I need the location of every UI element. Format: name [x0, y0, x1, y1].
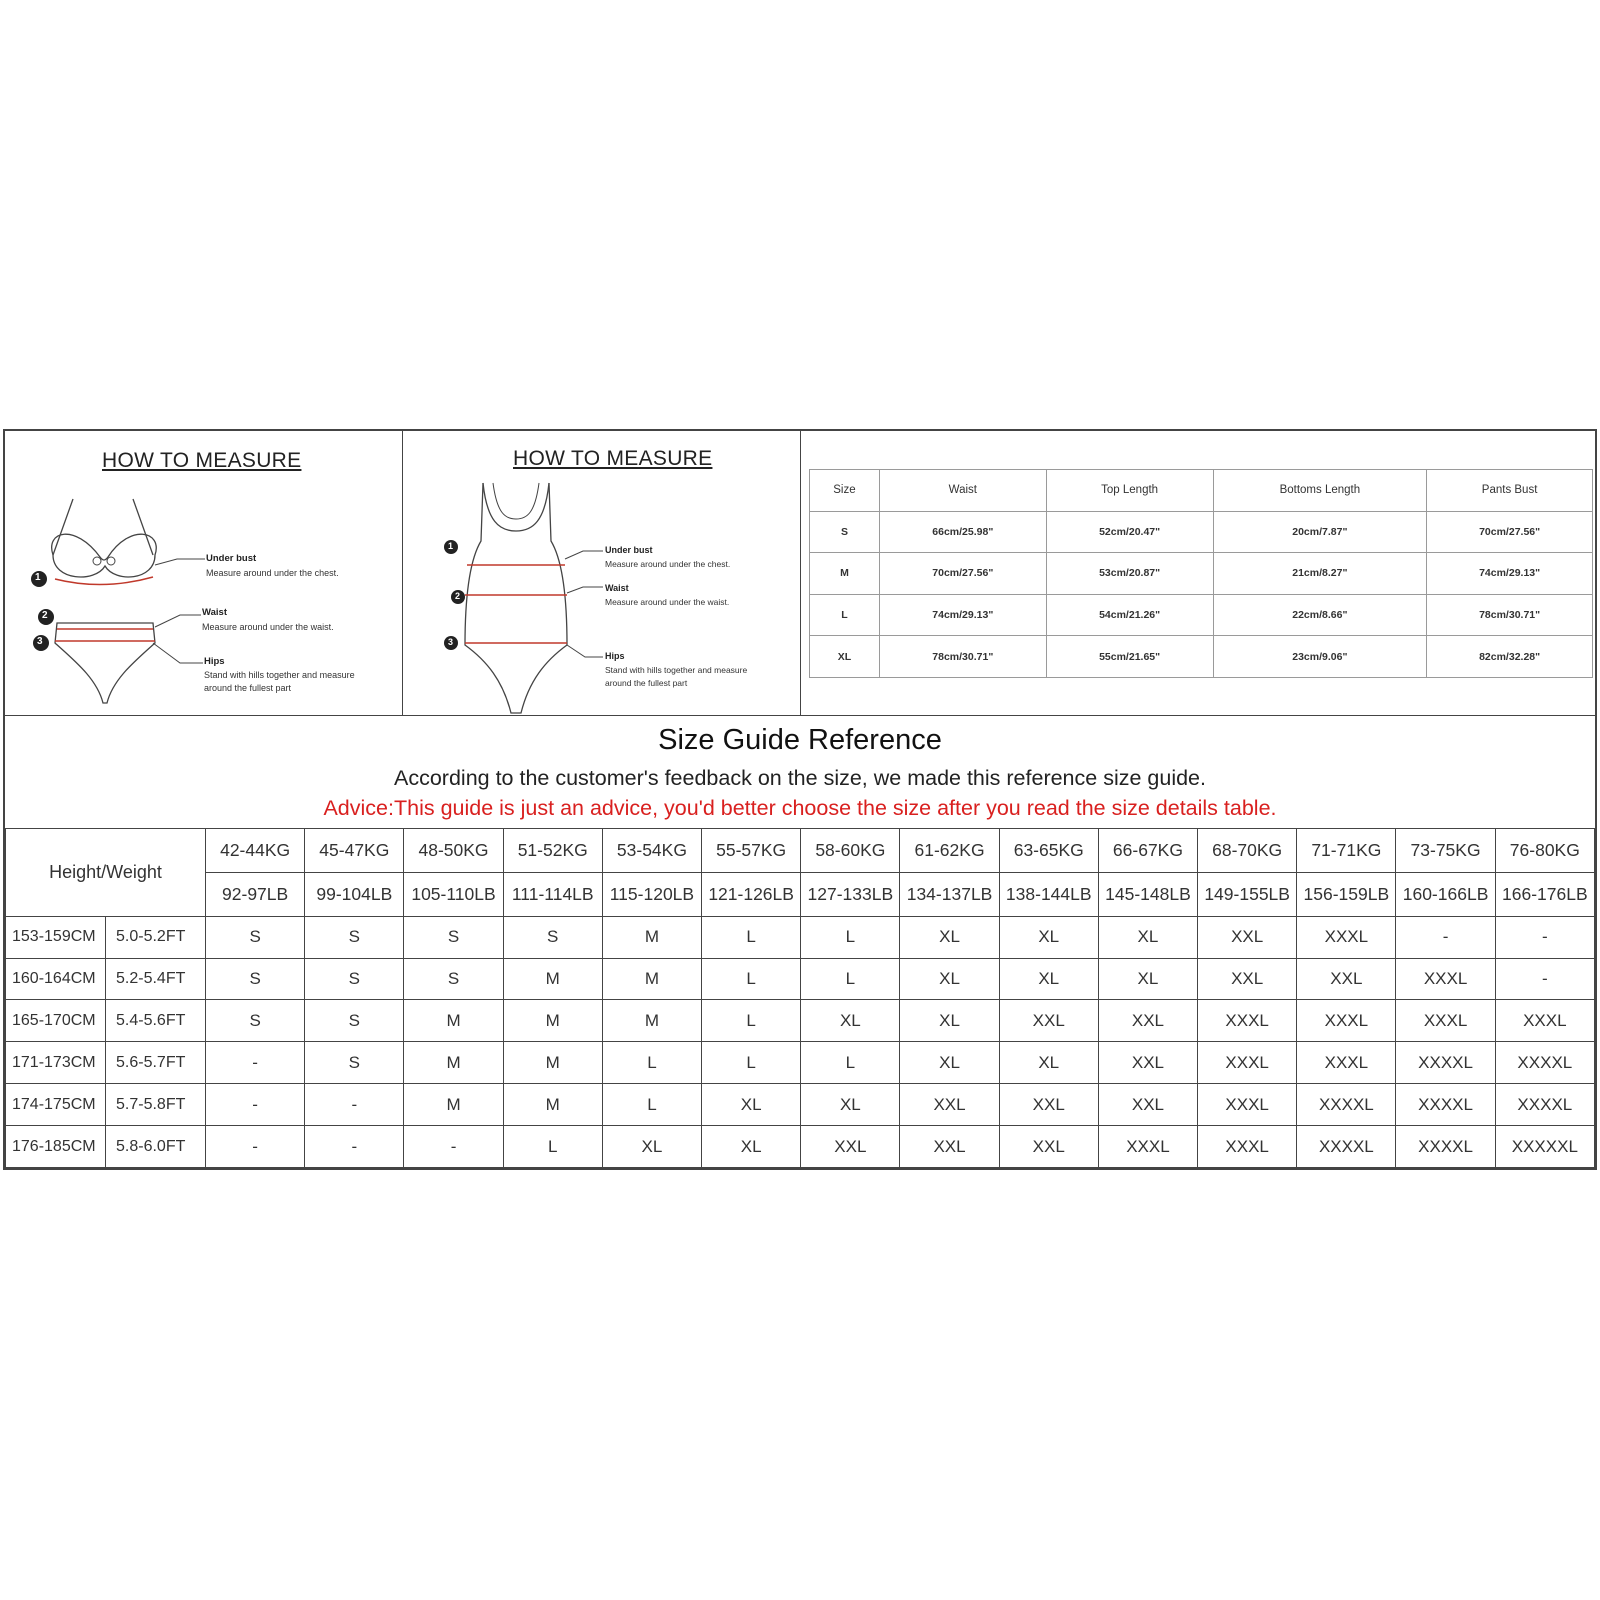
weight-kg-cell: 58-60KG: [801, 829, 900, 873]
height-cm-cell: 160-164CM: [6, 958, 106, 1000]
header-top-length: Top Length: [1046, 470, 1213, 512]
size-cell: XXXXL: [1396, 1084, 1495, 1126]
size-cell: L: [503, 1126, 602, 1168]
size-cell: XXXL: [1098, 1126, 1197, 1168]
weight-kg-cell: 42-44KG: [206, 829, 305, 873]
table-cell: 22cm/8.66": [1213, 594, 1427, 636]
size-cell: XXL: [1297, 958, 1396, 1000]
height-ft-cell: 5.7-5.8FT: [106, 1084, 206, 1126]
size-guide-reference-header: [5, 715, 1595, 828]
size-cell: M: [503, 1042, 602, 1084]
size-cell: XXL: [900, 1084, 999, 1126]
weight-lb-cell: 149-155LB: [1198, 872, 1297, 916]
table-cell: 55cm/21.65": [1046, 636, 1213, 678]
height-ft-cell: 5.4-5.6FT: [106, 1000, 206, 1042]
size-guide-table: [5, 828, 1595, 1168]
size-cell: L: [801, 916, 900, 958]
height-ft-cell: 5.2-5.4FT: [106, 958, 206, 1000]
height-cm-cell: 153-159CM: [6, 916, 106, 958]
size-cell: -: [206, 1126, 305, 1168]
size-cell: S: [305, 1000, 404, 1042]
size-cell: M: [602, 1000, 701, 1042]
size-cell: XXL: [999, 1084, 1098, 1126]
size-cell: XXXXL: [1396, 1042, 1495, 1084]
size-cell: XL: [900, 958, 999, 1000]
size-cell: XXXXL: [1495, 1084, 1594, 1126]
weight-kg-cell: 73-75KG: [1396, 829, 1495, 873]
size-cell: XXXL: [1198, 1042, 1297, 1084]
size-cell: XXXL: [1297, 1042, 1396, 1084]
size-cell: L: [602, 1084, 701, 1126]
marker-3-label: 3: [448, 637, 454, 647]
table-row: [810, 553, 1593, 595]
weight-lb-cell: 145-148LB: [1098, 872, 1197, 916]
weight-kg-cell: 66-67KG: [1098, 829, 1197, 873]
table-cell: 74cm/29.13": [879, 594, 1046, 636]
size-cell: M: [503, 1000, 602, 1042]
size-cell: XL: [602, 1126, 701, 1168]
weight-lb-cell: 115-120LB: [602, 872, 701, 916]
size-cell: XXXL: [1297, 1000, 1396, 1042]
size-guide-body: [6, 916, 1595, 1167]
under-bust-heading: Under bust: [605, 545, 653, 555]
size-cell: L: [801, 958, 900, 1000]
table-row: [6, 916, 1595, 958]
under-bust-desc: Measure around under the chest.: [206, 568, 339, 578]
size-cell: XXXL: [1396, 958, 1495, 1000]
how-to-measure-bikini-panel: [5, 431, 403, 715]
size-cell: XXL: [999, 1126, 1098, 1168]
reference-advice: Advice:This guide is just an advice, you'd better choose the size after you read the size details table.: [323, 796, 1277, 820]
waist-heading: Waist: [202, 607, 227, 618]
size-cell: L: [602, 1042, 701, 1084]
size-cell: M: [602, 958, 701, 1000]
table-cell: 78cm/30.71": [1427, 594, 1593, 636]
size-cell: XXXL: [1495, 1000, 1594, 1042]
size-cell: S: [503, 916, 602, 958]
size-cell: XXL: [1098, 1084, 1197, 1126]
size-cell: -: [1396, 916, 1495, 958]
size-cell: M: [503, 958, 602, 1000]
size-cell: XXXXXL: [1495, 1126, 1594, 1168]
reference-subtitle: According to the customer's feedback on the size, we made this reference size guide.: [394, 766, 1206, 790]
height-cm-cell: 176-185CM: [6, 1126, 106, 1168]
table-cell: 78cm/30.71": [879, 636, 1046, 678]
size-cell: XL: [801, 1084, 900, 1126]
size-cell: S: [305, 916, 404, 958]
size-cell: S: [206, 1000, 305, 1042]
weight-kg-cell: 76-80KG: [1495, 829, 1594, 873]
table-row: [6, 1084, 1595, 1126]
weight-kg-cell: 61-62KG: [900, 829, 999, 873]
header-waist: Waist: [879, 470, 1046, 512]
weight-lb-cell: 111-114LB: [503, 872, 602, 916]
weight-kg-cell: 51-52KG: [503, 829, 602, 873]
marker-1-label: 1: [448, 541, 454, 551]
marker-1-label: 1: [35, 572, 41, 583]
size-cell: S: [404, 916, 503, 958]
size-cell: XXL: [1098, 1042, 1197, 1084]
header-pants-bust: Pants Bust: [1427, 470, 1593, 512]
marker-2-label: 2: [42, 610, 48, 621]
size-cell: XXXXL: [1297, 1126, 1396, 1168]
weight-lb-cell: 105-110LB: [404, 872, 503, 916]
size-cell: -: [1495, 916, 1594, 958]
table-cell: 53cm/20.87": [1046, 553, 1213, 595]
size-cell: XXL: [900, 1126, 999, 1168]
table-row: [810, 594, 1593, 636]
size-cell: L: [702, 1000, 801, 1042]
table-cell: 54cm/21.26": [1046, 594, 1213, 636]
table-cell: 20cm/7.87": [1213, 511, 1427, 553]
table-row: [6, 958, 1595, 1000]
weight-lb-cell: 166-176LB: [1495, 872, 1594, 916]
height-cm-cell: 165-170CM: [6, 1000, 106, 1042]
size-cell: L: [702, 958, 801, 1000]
size-cell: M: [404, 1084, 503, 1126]
size-cell: XL: [900, 916, 999, 958]
table-cell: XL: [810, 636, 880, 678]
size-chart-frame: [3, 429, 1597, 1170]
weight-kg-cell: 71-71KG: [1297, 829, 1396, 873]
waist-desc: Measure around under the waist.: [202, 622, 334, 632]
size-cell: -: [305, 1126, 404, 1168]
size-cell: S: [206, 916, 305, 958]
header-size: Size: [810, 470, 880, 512]
size-cell: L: [702, 1042, 801, 1084]
weight-lb-cell: 138-144LB: [999, 872, 1098, 916]
waist-heading: Waist: [605, 583, 629, 593]
size-cell: XL: [1098, 958, 1197, 1000]
table-cell: 23cm/9.06": [1213, 636, 1427, 678]
table-cell: 70cm/27.56": [1427, 511, 1593, 553]
size-cell: XL: [999, 1042, 1098, 1084]
size-cell: XXXXL: [1396, 1126, 1495, 1168]
table-row: [810, 511, 1593, 553]
size-cell: S: [404, 958, 503, 1000]
table-row: [810, 636, 1593, 678]
weight-kg-cell: 63-65KG: [999, 829, 1098, 873]
weight-kg-cell: 45-47KG: [305, 829, 404, 873]
marker-3-label: 3: [37, 636, 43, 647]
weight-kg-row: [6, 829, 1595, 873]
size-details-table: [809, 469, 1593, 678]
table-row: [6, 1042, 1595, 1084]
weight-kg-cell: 55-57KG: [702, 829, 801, 873]
weight-lb-cell: 127-133LB: [801, 872, 900, 916]
header-bottoms-length: Bottoms Length: [1213, 470, 1427, 512]
height-ft-cell: 5.0-5.2FT: [106, 916, 206, 958]
how-to-measure-title: HOW TO MEASURE: [513, 447, 713, 470]
size-cell: M: [503, 1084, 602, 1126]
size-cell: S: [305, 1042, 404, 1084]
table-row: [6, 1000, 1595, 1042]
size-cell: XXL: [999, 1000, 1098, 1042]
size-cell: L: [801, 1042, 900, 1084]
height-ft-cell: 5.8-6.0FT: [106, 1126, 206, 1168]
height-ft-cell: 5.6-5.7FT: [106, 1042, 206, 1084]
table-cell: 82cm/32.28": [1427, 636, 1593, 678]
weight-lb-cell: 134-137LB: [900, 872, 999, 916]
height-cm-cell: 174-175CM: [6, 1084, 106, 1126]
weight-lb-cell: 160-166LB: [1396, 872, 1495, 916]
size-cell: XXXL: [1297, 916, 1396, 958]
hips-desc: Stand with hills together and measure around the fullest part: [204, 670, 355, 693]
table-cell: S: [810, 511, 880, 553]
height-weight-label: Height/Weight: [6, 829, 206, 917]
size-cell: S: [206, 958, 305, 1000]
size-cell: XXXXL: [1495, 1042, 1594, 1084]
how-to-measure-onepiece-panel: [403, 431, 801, 715]
hips-heading: Hips: [605, 651, 625, 661]
weight-lb-cell: 121-126LB: [702, 872, 801, 916]
table-cell: L: [810, 594, 880, 636]
hips-heading: Hips: [204, 656, 225, 667]
weight-kg-cell: 68-70KG: [1198, 829, 1297, 873]
size-cell: -: [305, 1084, 404, 1126]
size-cell: XXXL: [1198, 1084, 1297, 1126]
height-cm-cell: 171-173CM: [6, 1042, 106, 1084]
under-bust-heading: Under bust: [206, 553, 257, 564]
hips-desc: Stand with hills together and measure around the fullest part: [605, 665, 748, 688]
page-title: Size Guide Reference: [658, 724, 942, 756]
size-cell: XL: [702, 1084, 801, 1126]
table-row: [6, 1126, 1595, 1168]
table-cell: 21cm/8.27": [1213, 553, 1427, 595]
size-cell: M: [404, 1042, 503, 1084]
table-cell: 52cm/20.47": [1046, 511, 1213, 553]
size-cell: XL: [900, 1000, 999, 1042]
size-cell: L: [702, 916, 801, 958]
how-to-measure-title: HOW TO MEASURE: [102, 449, 302, 472]
size-cell: -: [206, 1084, 305, 1126]
size-cell: XXL: [1098, 1000, 1197, 1042]
under-bust-desc: Measure around under the chest.: [605, 559, 731, 569]
table-cell: M: [810, 553, 880, 595]
weight-kg-cell: 48-50KG: [404, 829, 503, 873]
size-cell: M: [404, 1000, 503, 1042]
size-cell: XXXL: [1198, 1000, 1297, 1042]
size-cell: XL: [999, 916, 1098, 958]
size-cell: XL: [1098, 916, 1197, 958]
weight-lb-cell: 156-159LB: [1297, 872, 1396, 916]
weight-lb-cell: 92-97LB: [206, 872, 305, 916]
size-cell: -: [404, 1126, 503, 1168]
size-cell: -: [1495, 958, 1594, 1000]
size-details-panel: [801, 431, 1597, 715]
weight-kg-cell: 53-54KG: [602, 829, 701, 873]
size-cell: XL: [801, 1000, 900, 1042]
size-cell: XL: [900, 1042, 999, 1084]
size-cell: XXL: [1198, 916, 1297, 958]
size-cell: XXXXL: [1297, 1084, 1396, 1126]
size-cell: XXXL: [1198, 1126, 1297, 1168]
size-cell: XL: [702, 1126, 801, 1168]
table-cell: 70cm/27.56": [879, 553, 1046, 595]
size-details-header-row: [810, 470, 1593, 512]
size-cell: S: [305, 958, 404, 1000]
size-cell: XXXL: [1396, 1000, 1495, 1042]
weight-lb-cell: 99-104LB: [305, 872, 404, 916]
size-cell: XL: [999, 958, 1098, 1000]
waist-desc: Measure around under the waist.: [605, 597, 730, 607]
marker-2-label: 2: [455, 591, 461, 601]
size-cell: M: [602, 916, 701, 958]
size-cell: XXL: [801, 1126, 900, 1168]
size-cell: XXL: [1198, 958, 1297, 1000]
weight-lb-row: [6, 872, 1595, 916]
size-cell: -: [206, 1042, 305, 1084]
table-cell: 74cm/29.13": [1427, 553, 1593, 595]
table-cell: 66cm/25.98": [879, 511, 1046, 553]
